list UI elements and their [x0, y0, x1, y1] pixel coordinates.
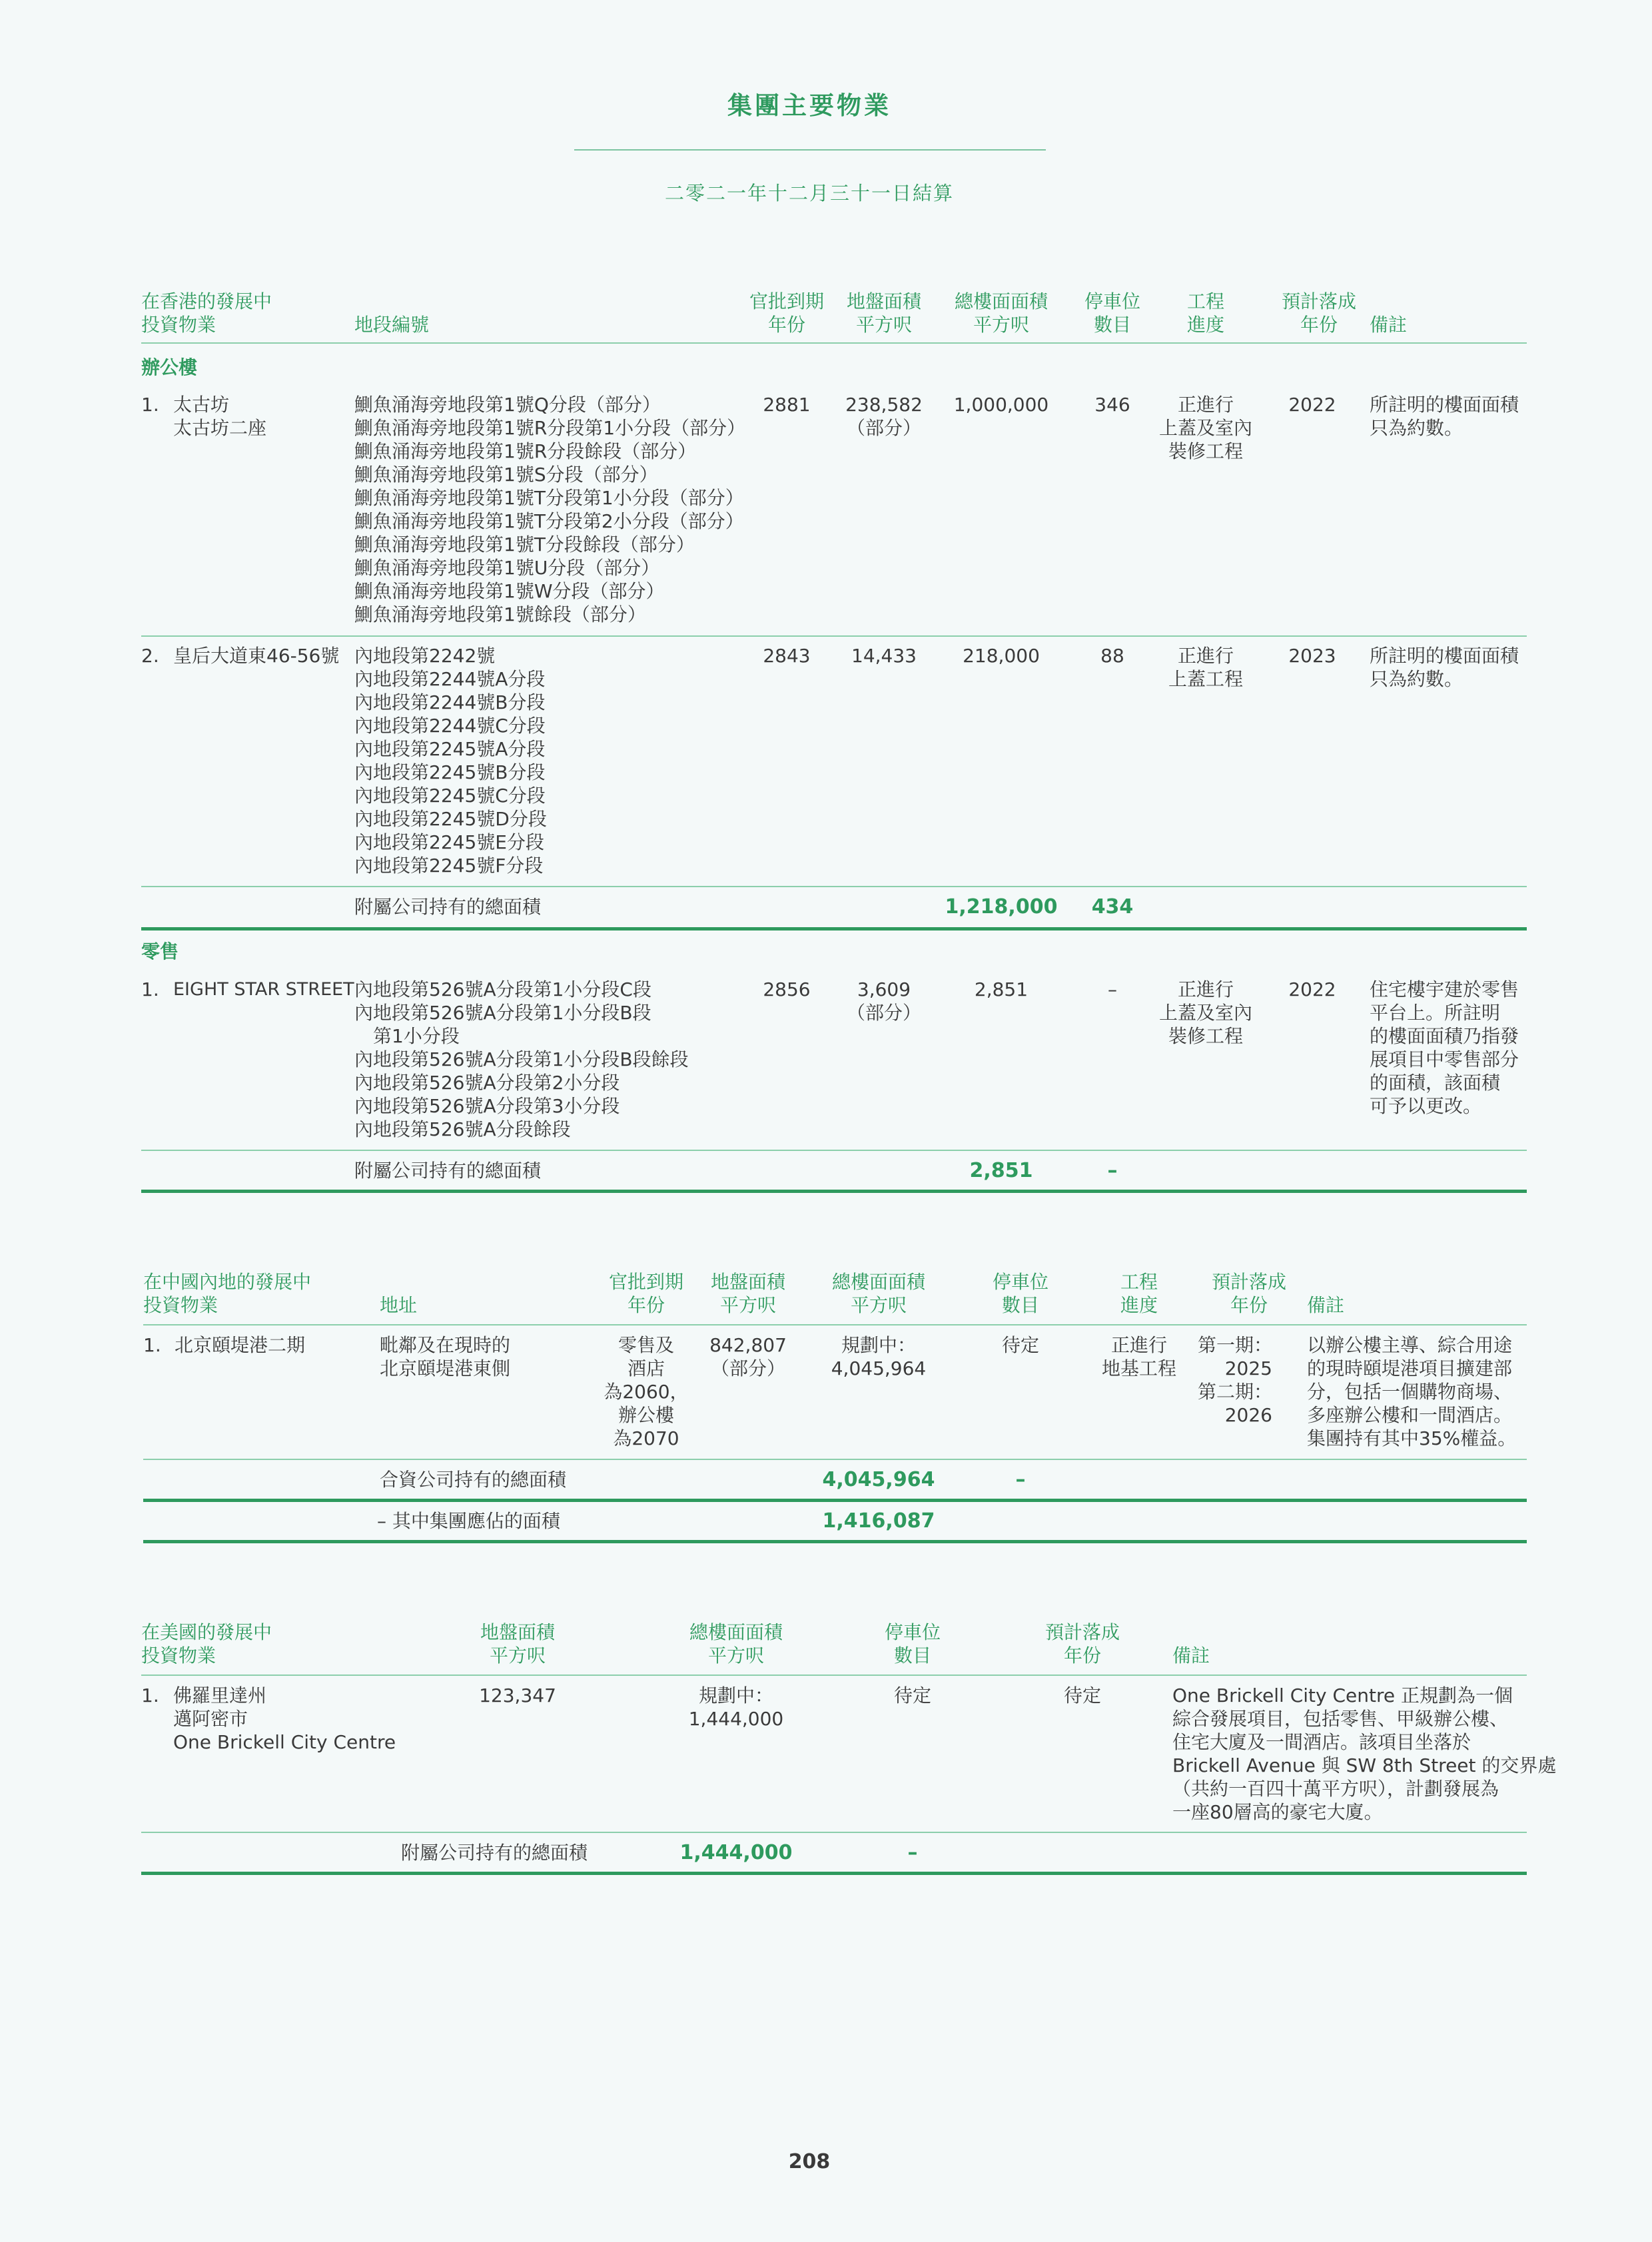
cn-header-completion: 預計落成 年份 — [1211, 1271, 1286, 1316]
us-header-group: 在美國的發展中 投資物業 — [141, 1621, 272, 1667]
hk-header-gfa: 總樓面面積 平方呎 — [954, 290, 1048, 336]
total-parking: – — [1015, 1468, 1026, 1491]
page-title: 集團主要物業 — [727, 91, 891, 120]
total-parking: – — [907, 1841, 918, 1864]
cn-header-group: 在中國內地的發展中 投資物業 — [143, 1271, 312, 1316]
site-area: 14,433 — [851, 645, 917, 667]
total-label: 合資公司持有的總面積 — [380, 1469, 567, 1491]
site-area: 3,609 （部分） — [846, 978, 921, 1024]
hk-header-lease: 官批到期 年份 — [749, 290, 824, 336]
total-gfa: 1,444,000 — [679, 1841, 793, 1864]
completion-year: 2023 — [1288, 645, 1336, 667]
address: 毗鄰及在現時的 北京頤堤港東側 — [380, 1334, 511, 1379]
gross-floor-area: 規劃中： 4,045,964 — [831, 1334, 927, 1379]
remarks: 所註明的樓面面積 只為約數。 — [1370, 645, 1519, 690]
remarks: 所註明的樓面面積 只為約數。 — [1370, 394, 1519, 439]
report-date: 二零二一年十二月三十一日結算 — [664, 182, 954, 204]
property-name: 北京頤堤港二期 — [175, 1334, 306, 1356]
total-parking: – — [1107, 1159, 1118, 1182]
hk-header-rule — [141, 342, 1527, 344]
us-header-rule — [141, 1675, 1527, 1676]
gross-floor-area: 規劃中： 1,444,000 — [688, 1684, 784, 1730]
lot-list: 內地段第2242號 內地段第2244號A分段 內地段第2244號B分段 內地段第2244號C分段 內地段第2245號A分段 內地段第2245號B分段 內地段第2245號C分段 內地段第2245號D分段 內地段第2245號E分段 內地段第2245號F分段 — [354, 645, 547, 877]
completion-year: 2022 — [1288, 978, 1336, 1000]
cn-header-site: 地盤面積 平方呎 — [710, 1271, 785, 1316]
hk-category-office: 辦公樓 — [141, 356, 198, 378]
parking-spaces: 346 — [1094, 394, 1130, 416]
cn-header-parking: 停車位 數目 — [992, 1271, 1048, 1316]
row-number: 2. — [141, 645, 159, 667]
remarks: 住宅樓宇建於零售 平台上。所註明 的樓面面積乃指發 展項目中零售部分 的面積，該面積 可予以更改。 — [1370, 978, 1519, 1117]
site-area: 123,347 — [479, 1684, 556, 1706]
section-rule — [143, 1499, 1527, 1502]
site-area: 238,582 （部分） — [845, 394, 923, 439]
parking-spaces: – — [1108, 978, 1117, 1000]
page-number: 208 — [788, 2150, 831, 2173]
remarks: 以辦公樓主導、綜合用途 的現時頤堤港項目擴建部 分，包括一個購物商場、 多座辦公樓和一間酒店。 集團持有其中35%權益。 — [1307, 1334, 1517, 1449]
stage: 正進行 上蓋及室內 裝修工程 — [1159, 978, 1253, 1047]
property-name: 皇后大道東46-56號 — [173, 645, 340, 667]
row-number: 1. — [143, 1334, 161, 1356]
hk-header-stage: 工程 進度 — [1186, 290, 1224, 336]
stage: 正進行 上蓋及室內 裝修工程 — [1159, 394, 1253, 462]
total-label: 附屬公司持有的總面積 — [354, 1160, 542, 1182]
us-header-site: 地盤面積 平方呎 — [480, 1621, 555, 1667]
row-number: 1. — [141, 394, 159, 416]
completion-year: 2022 — [1288, 394, 1336, 416]
cn-header-lease: 官批到期 年份 — [608, 1271, 683, 1316]
hk-header-completion: 預計落成 年份 — [1281, 290, 1356, 336]
cn-header-stage: 工程 進度 — [1120, 1271, 1158, 1316]
gross-floor-area: 218,000 — [963, 645, 1040, 667]
parking-spaces: 待定 — [893, 1684, 931, 1706]
completion-year: 第一期： 2025 第二期： 2026 — [1197, 1334, 1272, 1426]
property-name: 太古坊 太古坊二座 — [173, 394, 267, 439]
gross-floor-area: 1,000,000 — [953, 394, 1049, 416]
group-share-label: – 其中集團應佔的面積 — [377, 1510, 560, 1532]
group-share-gfa: 1,416,087 — [822, 1509, 935, 1533]
cn-header-gfa: 總樓面面積 平方呎 — [831, 1271, 925, 1316]
property-name: EIGHT STAR STREET — [173, 979, 354, 1000]
row-divider — [141, 635, 1527, 637]
row-divider — [141, 886, 1527, 887]
total-gfa: 2,851 — [969, 1159, 1033, 1182]
row-divider — [141, 1832, 1527, 1833]
hk-category-retail: 零售 — [141, 940, 179, 962]
lease-expiry: 零售及 酒店 為2060， 辦公樓 為2070 — [604, 1334, 689, 1449]
stage: 正進行 地基工程 — [1101, 1334, 1176, 1379]
total-label: 附屬公司持有的總面積 — [401, 1842, 588, 1864]
total-label: 附屬公司持有的總面積 — [354, 896, 542, 918]
hk-header-site: 地盤面積 平方呎 — [846, 290, 921, 336]
row-number: 1. — [141, 1684, 159, 1706]
lease-expiry: 2881 — [763, 394, 811, 416]
lease-expiry: 2856 — [763, 978, 811, 1000]
completion-year: 待定 — [1063, 1684, 1101, 1706]
lease-expiry: 2843 — [763, 645, 811, 667]
row-divider — [143, 1459, 1527, 1460]
total-gfa: 4,045,964 — [822, 1468, 935, 1491]
title-divider — [574, 149, 1046, 151]
gross-floor-area: 2,851 — [974, 978, 1029, 1000]
section-rule — [141, 927, 1527, 931]
us-header-remarks: 備註 — [1172, 1645, 1210, 1667]
row-number: 1. — [141, 978, 159, 1000]
section-rule — [141, 1190, 1527, 1193]
section-rule — [141, 1872, 1527, 1875]
cn-header-remarks: 備註 — [1307, 1294, 1345, 1316]
cn-header-rule — [143, 1324, 1527, 1325]
parking-spaces: 88 — [1100, 645, 1124, 667]
section-rule — [143, 1540, 1527, 1543]
hk-header-remarks: 備註 — [1370, 314, 1408, 336]
cn-header-address: 地址 — [380, 1294, 418, 1316]
remarks: One Brickell City Centre 正規劃為一個 綜合發展項目，包括零售、甲級辦公樓、 住宅大廈及一間酒店。該項目坐落於 Brickell Avenue 與 SW 8th Street 的交界處 （共約一百四十萬平方呎），計劃發展為 一座80層高的豪宅大廈。 — [1172, 1684, 1557, 1823]
total-gfa: 1,218,000 — [945, 895, 1058, 919]
us-header-parking: 停車位 數目 — [884, 1621, 941, 1667]
property-name: 佛羅里達州 邁阿密市 One Brickell City Centre — [173, 1684, 396, 1753]
lot-list: 內地段第526號A分段第1小分段C段 內地段第526號A分段第1小分段B段 第1小分段 內地段第526號A分段第1小分段B段餘段 內地段第526號A分段第2小分段 內地段第526號A分段第3小分段 內地段第526號A分段餘段 — [354, 978, 689, 1140]
hk-header-group: 在香港的發展中 投資物業 — [141, 290, 272, 336]
row-divider — [141, 1150, 1527, 1151]
us-header-gfa: 總樓面面積 平方呎 — [689, 1621, 783, 1667]
total-parking: 434 — [1091, 895, 1134, 919]
hk-header-lot: 地段編號 — [354, 314, 430, 336]
lot-list: 鰂魚涌海旁地段第1號Q分段（部分） 鰂魚涌海旁地段第1號R分段第1小分段（部分） 鰂魚涌海旁地段第1號R分段餘段（部分） 鰂魚涌海旁地段第1號S分段（部分） 鰂魚涌海旁地段第1號T分段第1小分段（部分） 鰂魚涌海旁地段第1號T分段第2小分段（部分） 鰂魚涌海旁地段第1號T分段餘段（部分） 鰂魚涌海旁地段第1號U分段（部分） 鰂魚涌海旁地段第1號W分段（部分） 鰂魚涌海旁地段第1號餘段（部分） — [354, 394, 746, 625]
us-header-completion: 預計落成 年份 — [1044, 1621, 1120, 1667]
site-area: 842,807 （部分） — [709, 1334, 787, 1379]
stage: 正進行 上蓋工程 — [1168, 645, 1243, 690]
hk-header-parking: 停車位 數目 — [1084, 290, 1140, 336]
parking-spaces: 待定 — [1001, 1334, 1039, 1356]
